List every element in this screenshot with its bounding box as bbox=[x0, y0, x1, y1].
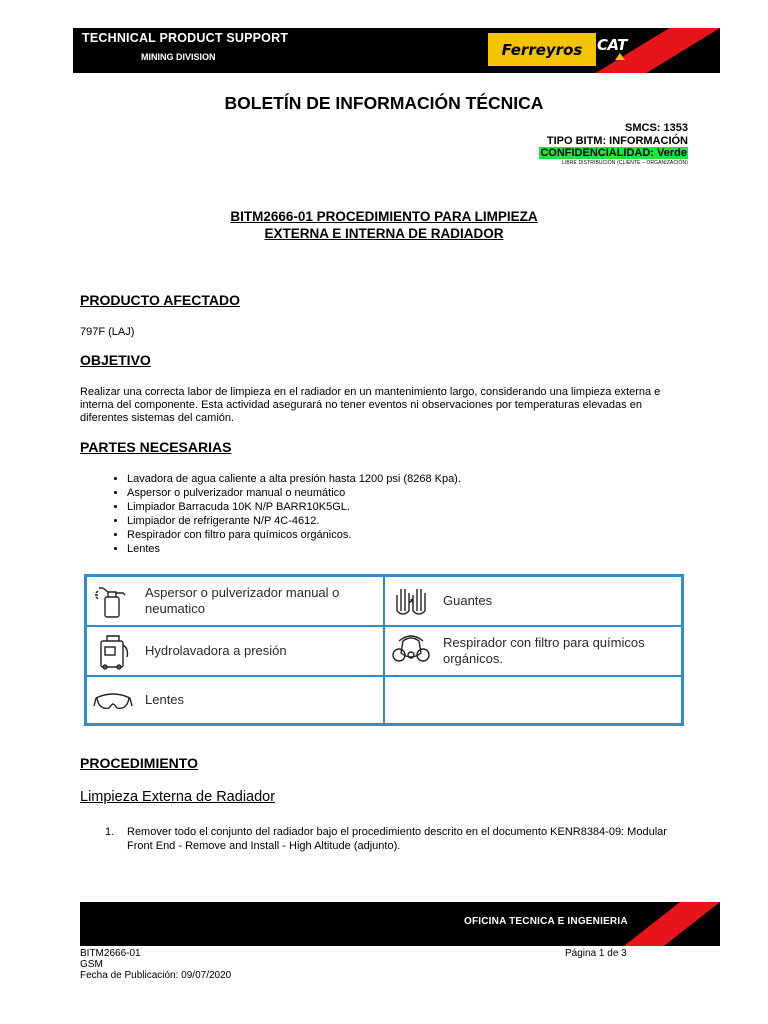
producto-heading: PRODUCTO AFECTADO bbox=[80, 292, 240, 308]
ppe-label-washer: Hydrolavadora a presión bbox=[145, 643, 287, 658]
cat-logo-triangle-icon bbox=[615, 53, 625, 60]
procedimiento-heading: PROCEDIMIENTO bbox=[80, 755, 198, 771]
partes-list bbox=[80, 472, 461, 556]
objetivo-heading: OBJETIVO bbox=[80, 352, 151, 368]
smcs-code: SMCS: 1353 bbox=[625, 122, 688, 134]
confidencialidad-badge: CONFIDENCIALIDAD: Verde bbox=[540, 147, 687, 159]
ppe-cell-gloves bbox=[384, 576, 682, 626]
respirator-icon bbox=[391, 631, 431, 671]
bitm-title-line2: EXTERNA E INTERNA DE RADIADOR bbox=[264, 226, 504, 241]
tipo-bitm: TIPO BITM: INFORMACIÓN bbox=[546, 135, 688, 147]
ppe-cell-goggles bbox=[86, 676, 384, 724]
spray-bottle-icon bbox=[93, 581, 133, 621]
list-item: • Lentes bbox=[127, 542, 461, 556]
document-title: BOLETÍN DE INFORMACIÓN TÉCNICA bbox=[224, 93, 544, 113]
header-subtitle: MINING DIVISION bbox=[141, 52, 216, 62]
gloves-icon bbox=[391, 581, 431, 621]
footer-label: OFICINA TECNICA E INGENIERIA bbox=[464, 916, 628, 927]
distribution-note: LIBRE DISTRIBUCIÓN (CLIENTE – ORGANIZACIÓN) bbox=[562, 160, 688, 166]
list-item: • Respirador con filtro para químicos orgánicos. bbox=[127, 528, 461, 542]
page-number: Página 1 de 3 bbox=[565, 948, 627, 959]
ppe-cell-respirator bbox=[384, 626, 682, 676]
bitm-title bbox=[0, 208, 768, 242]
producto-value: 797F (LAJ) bbox=[80, 326, 135, 338]
header-title: TECHNICAL PRODUCT SUPPORT bbox=[82, 31, 289, 45]
procedure-step bbox=[105, 825, 690, 853]
ppe-label-goggles: Lentes bbox=[145, 692, 185, 707]
ppe-cell-empty bbox=[384, 676, 682, 724]
ferreyros-logo bbox=[488, 33, 596, 66]
list-item: • Limpiador Barracuda 10K N/P BARR10K5GL. bbox=[127, 500, 461, 514]
objetivo-text: Realizar una correcta labor de limpieza en el radiador en un mantenimiento largo, considerando una limpieza externa e interna del componente. Esta actividad asegurará no tener eventos ni observaciones por temperaturas elevadas en diferentes sistemas del camión. bbox=[80, 386, 661, 424]
ppe-label-gloves: Guantes bbox=[443, 593, 493, 608]
step-text: Remover todo el conjunto del radiador bajo el procedimiento descrito en el documento KENR8384-09: Modular Front End - Remove and Install - High Altitude (adjunto). bbox=[127, 826, 667, 852]
pressure-washer-icon bbox=[93, 631, 133, 671]
goggles-icon bbox=[93, 680, 133, 720]
ppe-cell-spray bbox=[86, 576, 384, 626]
cat-logo: CAT bbox=[597, 36, 627, 54]
footer-date: Fecha de Publicación: 09/07/2020 bbox=[80, 970, 232, 981]
footer-author: GSM bbox=[80, 959, 103, 970]
ferreyros-logo-text: Ferreyros bbox=[501, 40, 583, 59]
list-item: • Lavadora de agua caliente a alta presión hasta 1200 psi (8268 Kpa). bbox=[127, 472, 461, 486]
bitm-title-line1: BITM2666-01 PROCEDIMIENTO PARA LIMPIEZA bbox=[230, 209, 538, 224]
ppe-cell-washer bbox=[86, 626, 384, 676]
partes-heading: PARTES NECESARIAS bbox=[80, 439, 232, 455]
list-item: • Aspersor o pulverizador manual o neumático bbox=[127, 486, 461, 500]
list-item: • Limpiador de refrigerante N/P 4C-4612. bbox=[127, 514, 461, 528]
ppe-table bbox=[84, 574, 684, 726]
ppe-label-respirator: Respirador con filtro para químicos orgánicos. bbox=[443, 635, 645, 666]
step-number: 1. bbox=[105, 826, 115, 838]
footer-doc-code: BITM2666-01 bbox=[80, 948, 141, 959]
footer-info bbox=[80, 948, 231, 981]
procedimiento-subheading: Limpieza Externa de Radiador bbox=[80, 789, 276, 805]
ppe-label-spray: Aspersor o pulverizador manual o neumatico bbox=[145, 585, 340, 616]
